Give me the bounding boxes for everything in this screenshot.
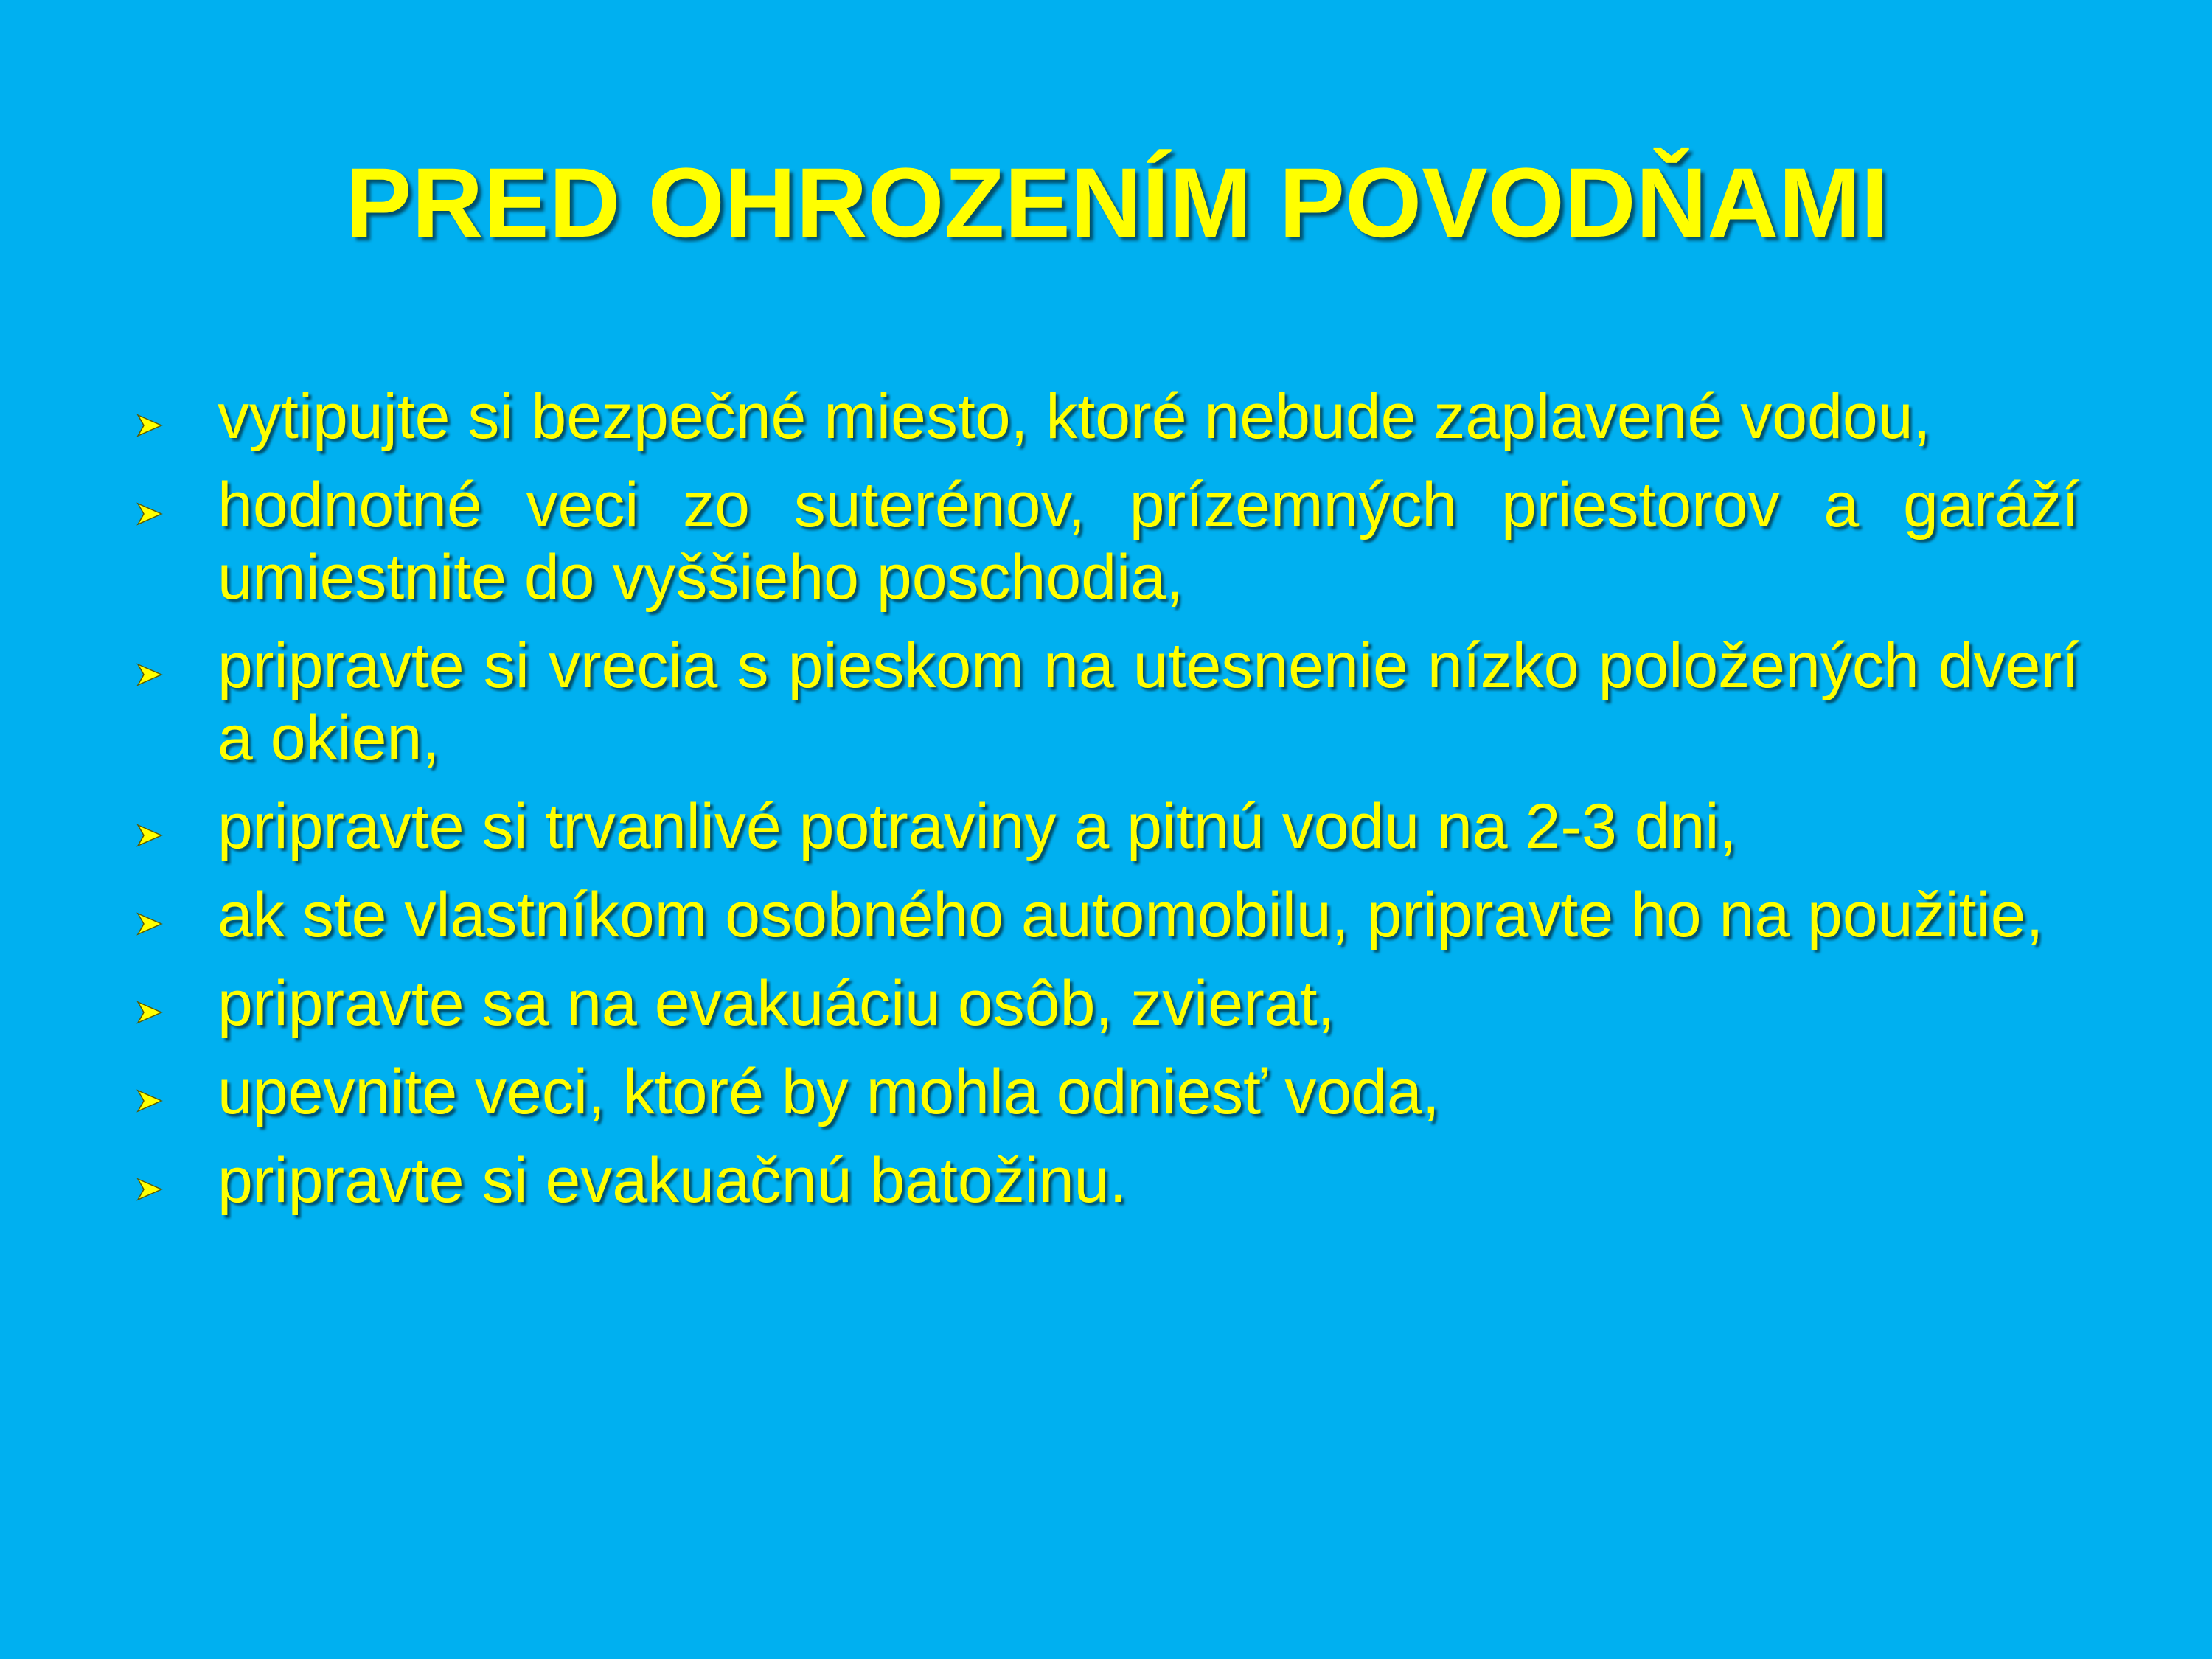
list-item-text: pripravte si evakuačnú batožinu.	[218, 1145, 1127, 1216]
list-item-text: vytipujte si bezpečné miesto, ktoré nebude zaplavené vodou,	[218, 381, 1931, 452]
list-item-text: ak ste vlastníkom osobného automobilu, pripravte ho na použitie,	[218, 880, 2044, 950]
arrowhead-bullet-icon	[135, 660, 164, 689]
list-item	[129, 1056, 2079, 1128]
bullet-list	[129, 380, 2079, 1233]
list-item	[129, 879, 2079, 951]
list-item-text: pripravte sa na evakuáciu osôb, zvierat,	[218, 968, 1335, 1039]
arrowhead-bullet-icon	[135, 411, 164, 440]
list-item	[129, 967, 2079, 1040]
list-item-text: pripravte si trvanlivé potraviny a pitnú vodu na 2-3 dni,	[218, 791, 1737, 862]
list-item	[129, 469, 2079, 613]
list-item-text: pripravte si vrecia s pieskom na utesnenie nízko položených dverí a okien,	[218, 630, 2079, 773]
list-item	[129, 380, 2079, 453]
list-item	[129, 1144, 2079, 1217]
list-item-text: hodnotné veci zo suterénov, prízemných priestorov a garáží umiestnite do vyššieho poschodia,	[218, 470, 2079, 613]
arrowhead-bullet-icon	[135, 909, 164, 939]
list-item-text: upevnite veci, ktoré by mohla odniesť voda,	[218, 1057, 1440, 1127]
arrowhead-bullet-icon	[135, 499, 164, 529]
list-item	[129, 790, 2079, 863]
arrowhead-bullet-icon	[135, 821, 164, 850]
slide-title: PRED OHROZENÍM POVODŇAMI	[346, 148, 1888, 258]
list-item	[129, 630, 2079, 774]
arrowhead-bullet-icon	[135, 1086, 164, 1116]
arrowhead-bullet-icon	[135, 1175, 164, 1204]
arrowhead-bullet-icon	[135, 998, 164, 1027]
